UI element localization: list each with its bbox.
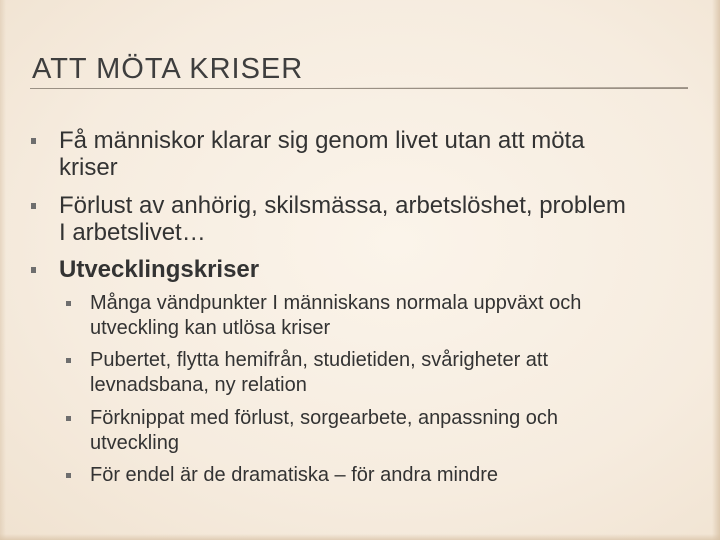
slide-edge-shadow-left: [0, 0, 6, 540]
sub-bullet-item: [90, 291, 700, 341]
square-bullet-icon: [66, 416, 71, 421]
bullet-item: [59, 256, 709, 283]
bullet-item: [59, 192, 709, 246]
sub-bullet-text-line: utveckling kan utlösa kriser: [90, 317, 331, 339]
square-bullet-icon: [31, 138, 36, 144]
bullet-text-line: Utvecklingskriser: [59, 256, 260, 283]
square-bullet-icon: [31, 203, 36, 209]
sub-bullet-text-line: utveckling: [90, 432, 179, 454]
bullet-text-line: I arbetslivet…: [59, 219, 206, 246]
sub-bullet-item: [90, 348, 700, 398]
bullet-item: [59, 127, 709, 181]
slide-edge-shadow-bottom: [0, 534, 720, 540]
square-bullet-icon: [66, 473, 71, 478]
sub-bullet-text-line: Många vändpunkter I människans normala uppväxt och: [90, 292, 582, 314]
bullet-text-line: kriser: [59, 154, 118, 181]
square-bullet-icon: [66, 301, 71, 306]
sub-bullet-item: [90, 463, 700, 488]
sub-bullet-text-line: Pubertet, flytta hemifrån, studietiden, svårigheter att: [90, 349, 549, 371]
sub-bullet-text-line: För endel är de dramatiska – för andra mindre: [90, 464, 498, 486]
bullet-text-line: Få människor klarar sig genom livet utan att möta: [59, 127, 585, 154]
sub-bullet-text-line: levnadsbana, ny relation: [90, 374, 307, 396]
sub-bullet-item: [90, 406, 700, 456]
slide-edge-shadow-right: [712, 0, 720, 540]
bullet-text-line: Förlust av anhörig, skilsmässa, arbetslöshet, problem: [59, 192, 626, 219]
title-underline: [30, 88, 688, 89]
sub-bullet-text-line: Förknippat med förlust, sorgearbete, anpassning och: [90, 407, 559, 429]
slide-title: ATT MÖTA KRISER: [32, 53, 304, 85]
square-bullet-icon: [66, 358, 71, 363]
square-bullet-icon: [31, 267, 36, 273]
